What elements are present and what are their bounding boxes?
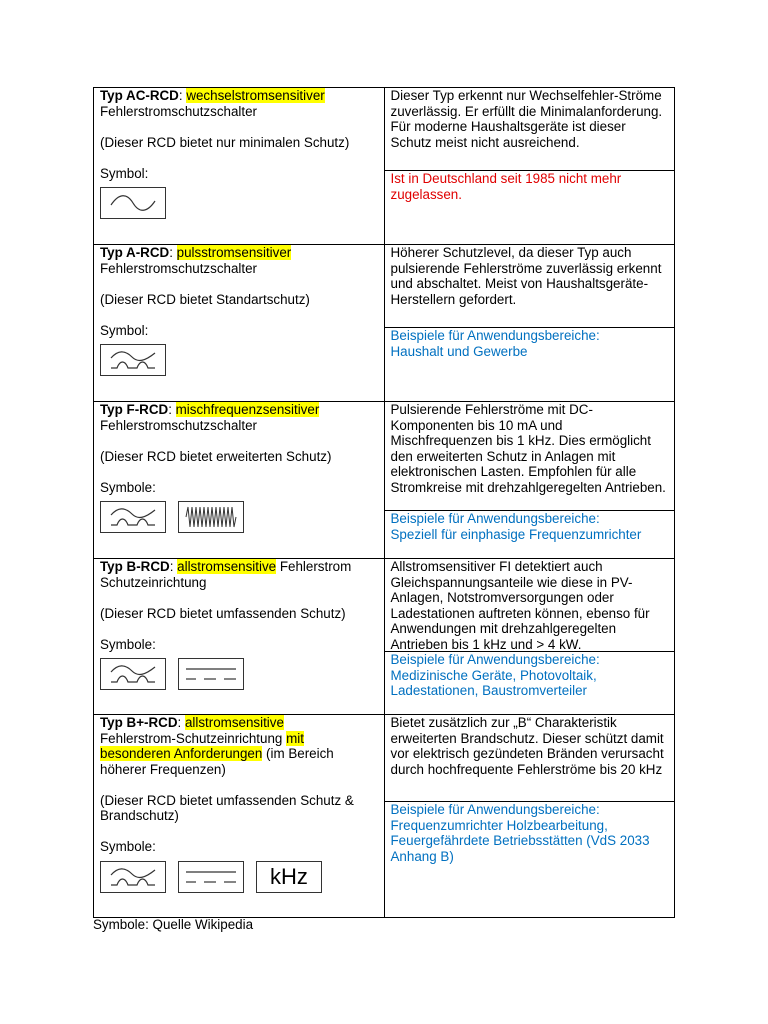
f-rcd-left-cell — [94, 402, 385, 559]
b-plus-rcd-type-label: Typ B+-RCD — [100, 715, 178, 730]
mixed-frequency-symbol — [178, 501, 244, 533]
f-rcd-type-label: Typ F-RCD — [100, 402, 169, 417]
ac-rcd-right-cell — [384, 88, 675, 245]
row-f-rcd — [94, 402, 675, 559]
a-rcd-device-name: Fehlerstromschutzschalter — [100, 260, 258, 276]
symbol-source-note: Symbole: Quelle Wikipedia — [93, 917, 254, 932]
b-rcd-examples: Medizinische Geräte, Photovoltaik, Ladestationen, Baustromverteiler — [390, 667, 597, 698]
pulse-symbol — [100, 658, 166, 690]
b-rcd-description: Allstromsensitiver FI detektiert auch Gleichspannungsanteile wie diese in PV-Anlagen, Notstromversorgungen oder Ladestationen auftreten können, ebenso für Anwendungen mit drehzahlgeregelten Antrieben bis 1 kHz und > 4 kW. — [390, 559, 650, 652]
b-plus-rcd-examples: Frequenzumrichter Holzbearbeitung, Feuergefährdete Betriebsstätten (VdS 2033 Anhang B) — [390, 817, 650, 864]
pulse-symbol — [100, 501, 166, 533]
b-rcd-protection: (Dieser RCD bietet umfassenden Schutz) — [100, 605, 346, 621]
ac-rcd-sensitivity: wechselstromsensitiver — [186, 88, 325, 103]
f-rcd-device-name: Fehlerstromschutzschalter — [100, 417, 258, 433]
ac-sine-symbol — [100, 187, 166, 219]
a-rcd-protection: (Dieser RCD bietet Standartschutz) — [100, 291, 310, 307]
dc-symbol — [178, 658, 244, 690]
b-plus-rcd-left-cell — [94, 715, 385, 918]
row-a-rcd — [94, 245, 675, 402]
separator: : — [169, 559, 178, 574]
a-rcd-description-end: Herstellern gefordert. — [390, 291, 517, 307]
f-rcd-examples-heading: Beispiele für Anwendungsbereiche: — [390, 511, 600, 526]
b-plus-rcd-examples-heading: Beispiele für Anwendungsbereiche: — [390, 802, 600, 817]
ac-rcd-note: Ist in Deutschland seit 1985 nicht mehr zugelassen. — [385, 170, 675, 202]
rcd-types-table — [93, 87, 675, 918]
b-rcd-type-label: Typ B-RCD — [100, 559, 170, 574]
f-rcd-symbol-label: Symbole: — [100, 479, 156, 495]
b-rcd-left-cell — [94, 559, 385, 715]
row-ac-rcd — [94, 88, 675, 245]
a-rcd-right-cell — [384, 245, 675, 402]
ac-rcd-type-label: Typ AC-RCD — [100, 88, 179, 103]
f-rcd-description: Pulsierende Fehlerströme mit DC-Komponenten bis 10 mA und Mischfrequenzen bis 1 kHz. Dies ermöglicht den erweiterten Schutz in Anlagen mit elektronischen Lasten. Empfohlen für alle Stromkreise mit drehzahlgeregelten Antrieben. — [390, 402, 666, 495]
f-rcd-right-cell — [384, 402, 675, 559]
b-plus-rcd-protection: (Dieser RCD bietet umfassenden Schutz & Brandschutz) — [100, 792, 354, 823]
pulse-symbol — [100, 344, 166, 376]
pulse-symbol — [100, 861, 166, 893]
separator: : — [169, 245, 177, 260]
ac-rcd-device-name: Fehlerstromschutzschalter — [100, 103, 258, 119]
b-plus-rcd-sensitivity: allstromsensitive — [184, 715, 284, 730]
b-rcd-symbol-label: Symbole: — [100, 636, 156, 652]
b-plus-rcd-special: mit besonderen Anforderungen — [100, 730, 304, 761]
ac-rcd-protection: (Dieser RCD bietet nur minimalen Schutz) — [100, 134, 350, 150]
khz-symbol: kHz — [256, 861, 322, 893]
separator: : — [168, 402, 176, 417]
row-b-rcd — [94, 559, 675, 715]
b-plus-rcd-symbol-label: Symbole: — [100, 839, 156, 854]
b-plus-rcd-device-name: Fehlerstrom-Schutzeinrichtung — [100, 730, 287, 746]
a-rcd-type-label: Typ A-RCD — [100, 245, 170, 260]
a-rcd-examples-heading: Beispiele für Anwendungsbereiche: — [390, 328, 600, 343]
f-rcd-sensitivity: mischfrequenzsensitiver — [175, 402, 320, 417]
b-plus-rcd-description: Bietet zusätzlich zur „B“ Charakteristik erweiterten Brandschutz. Dieser schützt damit vor elektrisch gezündeten Bränden verursacht durch hochfrequente Fehlerströme bis 20 kHz — [390, 715, 664, 777]
separator: : — [178, 88, 187, 103]
ac-rcd-description: Dieser Typ erkennt nur Wechselfehler-Ströme zuverlässig. Er erfüllt die Minimalanforderung. Für moderne Haushaltsgeräte ist dieser Schutz meist nicht ausreichend. — [390, 88, 663, 150]
a-rcd-sensitivity: pulsstromsensitiver — [176, 245, 292, 260]
f-rcd-examples: Speziell für einphasige Frequenzumrichter — [390, 526, 642, 542]
separator: : — [177, 715, 185, 730]
ac-rcd-symbol-label: Symbol: — [100, 165, 149, 181]
dc-symbol — [178, 861, 244, 893]
row-b-plus-rcd — [94, 715, 675, 918]
b-plus-rcd-extra: (im Bereich höherer Frequenzen) — [100, 746, 334, 777]
a-rcd-left-cell — [94, 245, 385, 402]
b-rcd-examples-heading: Beispiele für Anwendungsbereiche: — [390, 652, 600, 667]
b-rcd-sensitivity: allstromsensitive — [177, 559, 277, 574]
a-rcd-description: Höherer Schutzlevel, da dieser Typ auch pulsierende Fehlerströme zuverlässig erkennt und abschaltet. Meist von Haushaltsgeräte- — [390, 245, 662, 291]
b-rcd-device-name: Fehlerstrom Schutzeinrichtung — [100, 559, 352, 590]
a-rcd-symbol-label: Symbol: — [100, 322, 149, 338]
f-rcd-protection: (Dieser RCD bietet erweiterten Schutz) — [100, 448, 332, 464]
a-rcd-examples: Haushalt und Gewerbe — [390, 343, 528, 359]
ac-rcd-left-cell — [94, 88, 385, 245]
b-plus-rcd-right-cell — [384, 715, 675, 918]
b-rcd-right-cell — [384, 559, 675, 715]
